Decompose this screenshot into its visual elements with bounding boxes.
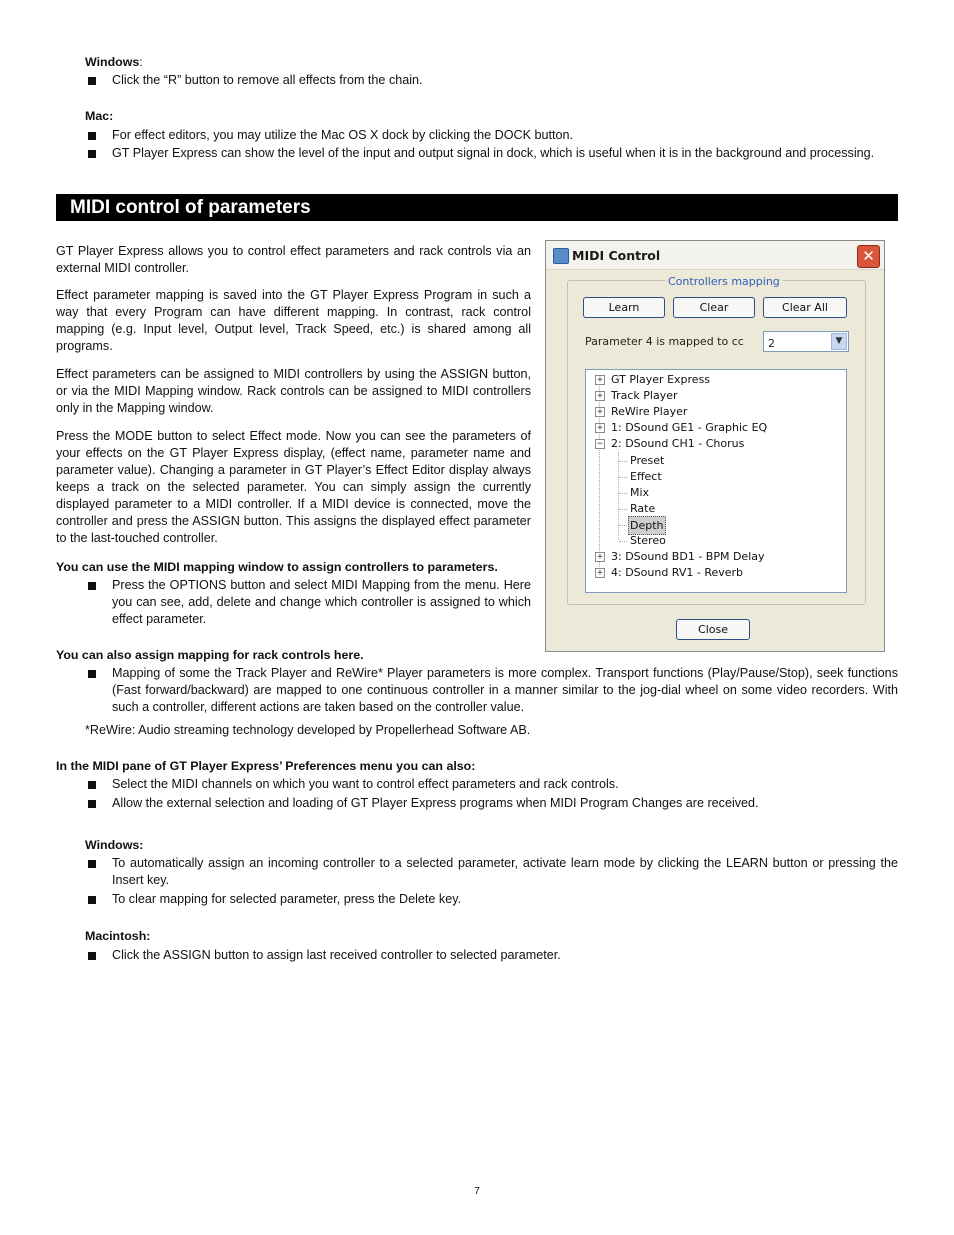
list-item: Mapping of some the Track Player and ReWire* Player parameters is more complex. Transport functions (Play/Pause/Stop), seek functions (Fast forward/backward) are mapped to one continuous controller in a manner similar to the jog-dial wheel on some video recorders. With such a controller, different actions are taken based on the controller value. [112,666,898,714]
expand-plus-icon[interactable]: + [595,552,605,562]
tree-node-rewire-player[interactable]: ReWire Player [611,405,688,418]
windows-heading: Windows: [85,838,144,852]
bullet [88,952,96,960]
expand-plus-icon[interactable]: + [595,375,605,385]
tree-leaf-effect[interactable]: Effect [630,470,662,483]
collapse-minus-icon[interactable]: − [595,439,605,449]
tree-node-track-player[interactable]: Track Player [611,389,678,402]
subheading: You can also assign mapping for rack controls here. [56,648,364,662]
windows-item: Click the “R” button to remove all effects from the chain. [112,73,423,87]
group-label: Controllers mapping [665,273,783,290]
chevron-down-icon[interactable]: ▼ [831,333,847,350]
tree-leaf-depth-selected[interactable]: Depth [628,516,666,535]
tree-connector [619,541,627,542]
list-item: To automatically assign an incoming controller to a selected parameter, activate learn mode by clicking the LEARN button or pressing the Insert key. [112,856,898,887]
tree-leaf-rate[interactable]: Rate [630,502,656,515]
clear-all-button[interactable]: Clear All [763,297,847,318]
paragraph: Effect parameter mapping is saved into the GT Player Express Program in such a way that every Program can have different mapping. In contrast, rack control mapping (e.g. Input level, Output level, Track Speed, etc.) is shared among all programs. [56,288,531,353]
tree-node-reverb[interactable]: 4: DSound RV1 - Reverb [611,566,744,579]
rewire-note: *ReWire: Audio streaming technology developed by Propellerhead Software AB. [85,723,531,737]
subheading: You can use the MIDI mapping window to assign controllers to parameters. [56,560,498,574]
mapped-to-label: Parameter 4 is mapped to cc [585,335,744,348]
bullet [88,670,96,678]
mac-heading: Mac: [85,109,114,123]
mac-item: GT Player Express can show the level of the input and output signal in dock, which is useful when it is in the background and processing. [112,146,875,160]
list-item: Press the OPTIONS button and select MIDI Mapping from the menu. Here you can see, add, delete and change which controller is assigned to which effect parameter. [112,578,531,626]
parameter-tree[interactable] [585,369,847,593]
page-number: 7 [474,1185,480,1197]
list-item: Select the MIDI channels on which you want to control effect parameters and rack controls. [112,777,619,791]
tree-leaf-preset[interactable]: Preset [630,454,665,467]
tree-node-chorus[interactable]: 2: DSound CH1 - Chorus [611,437,745,450]
tree-connector [619,525,627,526]
close-icon[interactable]: ✕ [857,245,880,268]
expand-plus-icon[interactable]: + [595,391,605,401]
tree-connector [619,509,627,510]
tree-leaf-mix[interactable]: Mix [630,486,650,499]
tree-node-gt-player-express[interactable]: GT Player Express [611,373,711,386]
tree-leaf-stereo[interactable]: Stereo [630,534,666,547]
tree-connector [619,493,627,494]
bullet [88,77,96,85]
tree-connector [619,461,627,462]
tree-connector [618,452,619,540]
expand-plus-icon[interactable]: + [595,407,605,417]
subheading: In the MIDI pane of GT Player Express’ Preferences menu you can also: [56,759,476,773]
clear-button[interactable]: Clear [673,297,755,318]
mac-item: For effect editors, you may utilize the Mac OS X dock by clicking the DOCK button. [112,128,574,142]
bullet [88,860,96,868]
paragraph: Press the MODE button to select Effect mode. Now you can see the parameters of your effects on the GT Player Express display, (effect name, parameter name and parameter value). Changing a parameter in GT Player’s Effect Editor display always keeps a track on the selected parameter. You can simply assign the currently displayed parameter to a MIDI controller. If a MIDI device is connected, move the controller and press the ASSIGN button. This assigns the displayed effect parameter to the last-touched controller. [56,429,531,545]
cc-value: 2 [768,337,775,350]
tree-node-bpm-delay[interactable]: 3: DSound BD1 - BPM Delay [611,550,765,563]
learn-button[interactable]: Learn [583,297,665,318]
expand-plus-icon[interactable]: + [595,568,605,578]
cc-select[interactable] [763,331,849,352]
windows-heading: Windows: [85,55,143,69]
list-item: Allow the external selection and loading of GT Player Express programs when MIDI Program Changes are received. [112,796,759,810]
bullet [88,150,96,158]
list-item: Click the ASSIGN button to assign last received controller to selected parameter. [112,948,561,962]
bullet [88,582,96,590]
bullet [88,132,96,140]
list-item: To clear mapping for selected parameter, press the Delete key. [112,892,462,906]
macintosh-heading: Macintosh: [85,929,151,943]
section-title: MIDI control of parameters [56,194,898,221]
tree-node-graphic-eq[interactable]: 1: DSound GE1 - Graphic EQ [611,421,768,434]
bullet [88,781,96,789]
paragraph: Effect parameters can be assigned to MIDI controllers by using the ASSIGN button, or via the MIDI Mapping window. Rack controls can be assigned to MIDI controllers only in the Mapping window. [56,367,531,415]
paragraph: GT Player Express allows you to control effect parameters and rack controls via an external MIDI controller. [56,244,531,275]
midi-control-dialog [545,240,885,652]
dialog-titlebar [546,241,884,270]
midi-app-icon [553,248,569,264]
close-button[interactable]: Close [676,619,750,640]
expand-plus-icon[interactable]: + [595,423,605,433]
tree-connector [619,477,627,478]
bullet [88,800,96,808]
bullet [88,896,96,904]
tree-connector [599,376,600,573]
dialog-title: MIDI Control [572,248,661,263]
